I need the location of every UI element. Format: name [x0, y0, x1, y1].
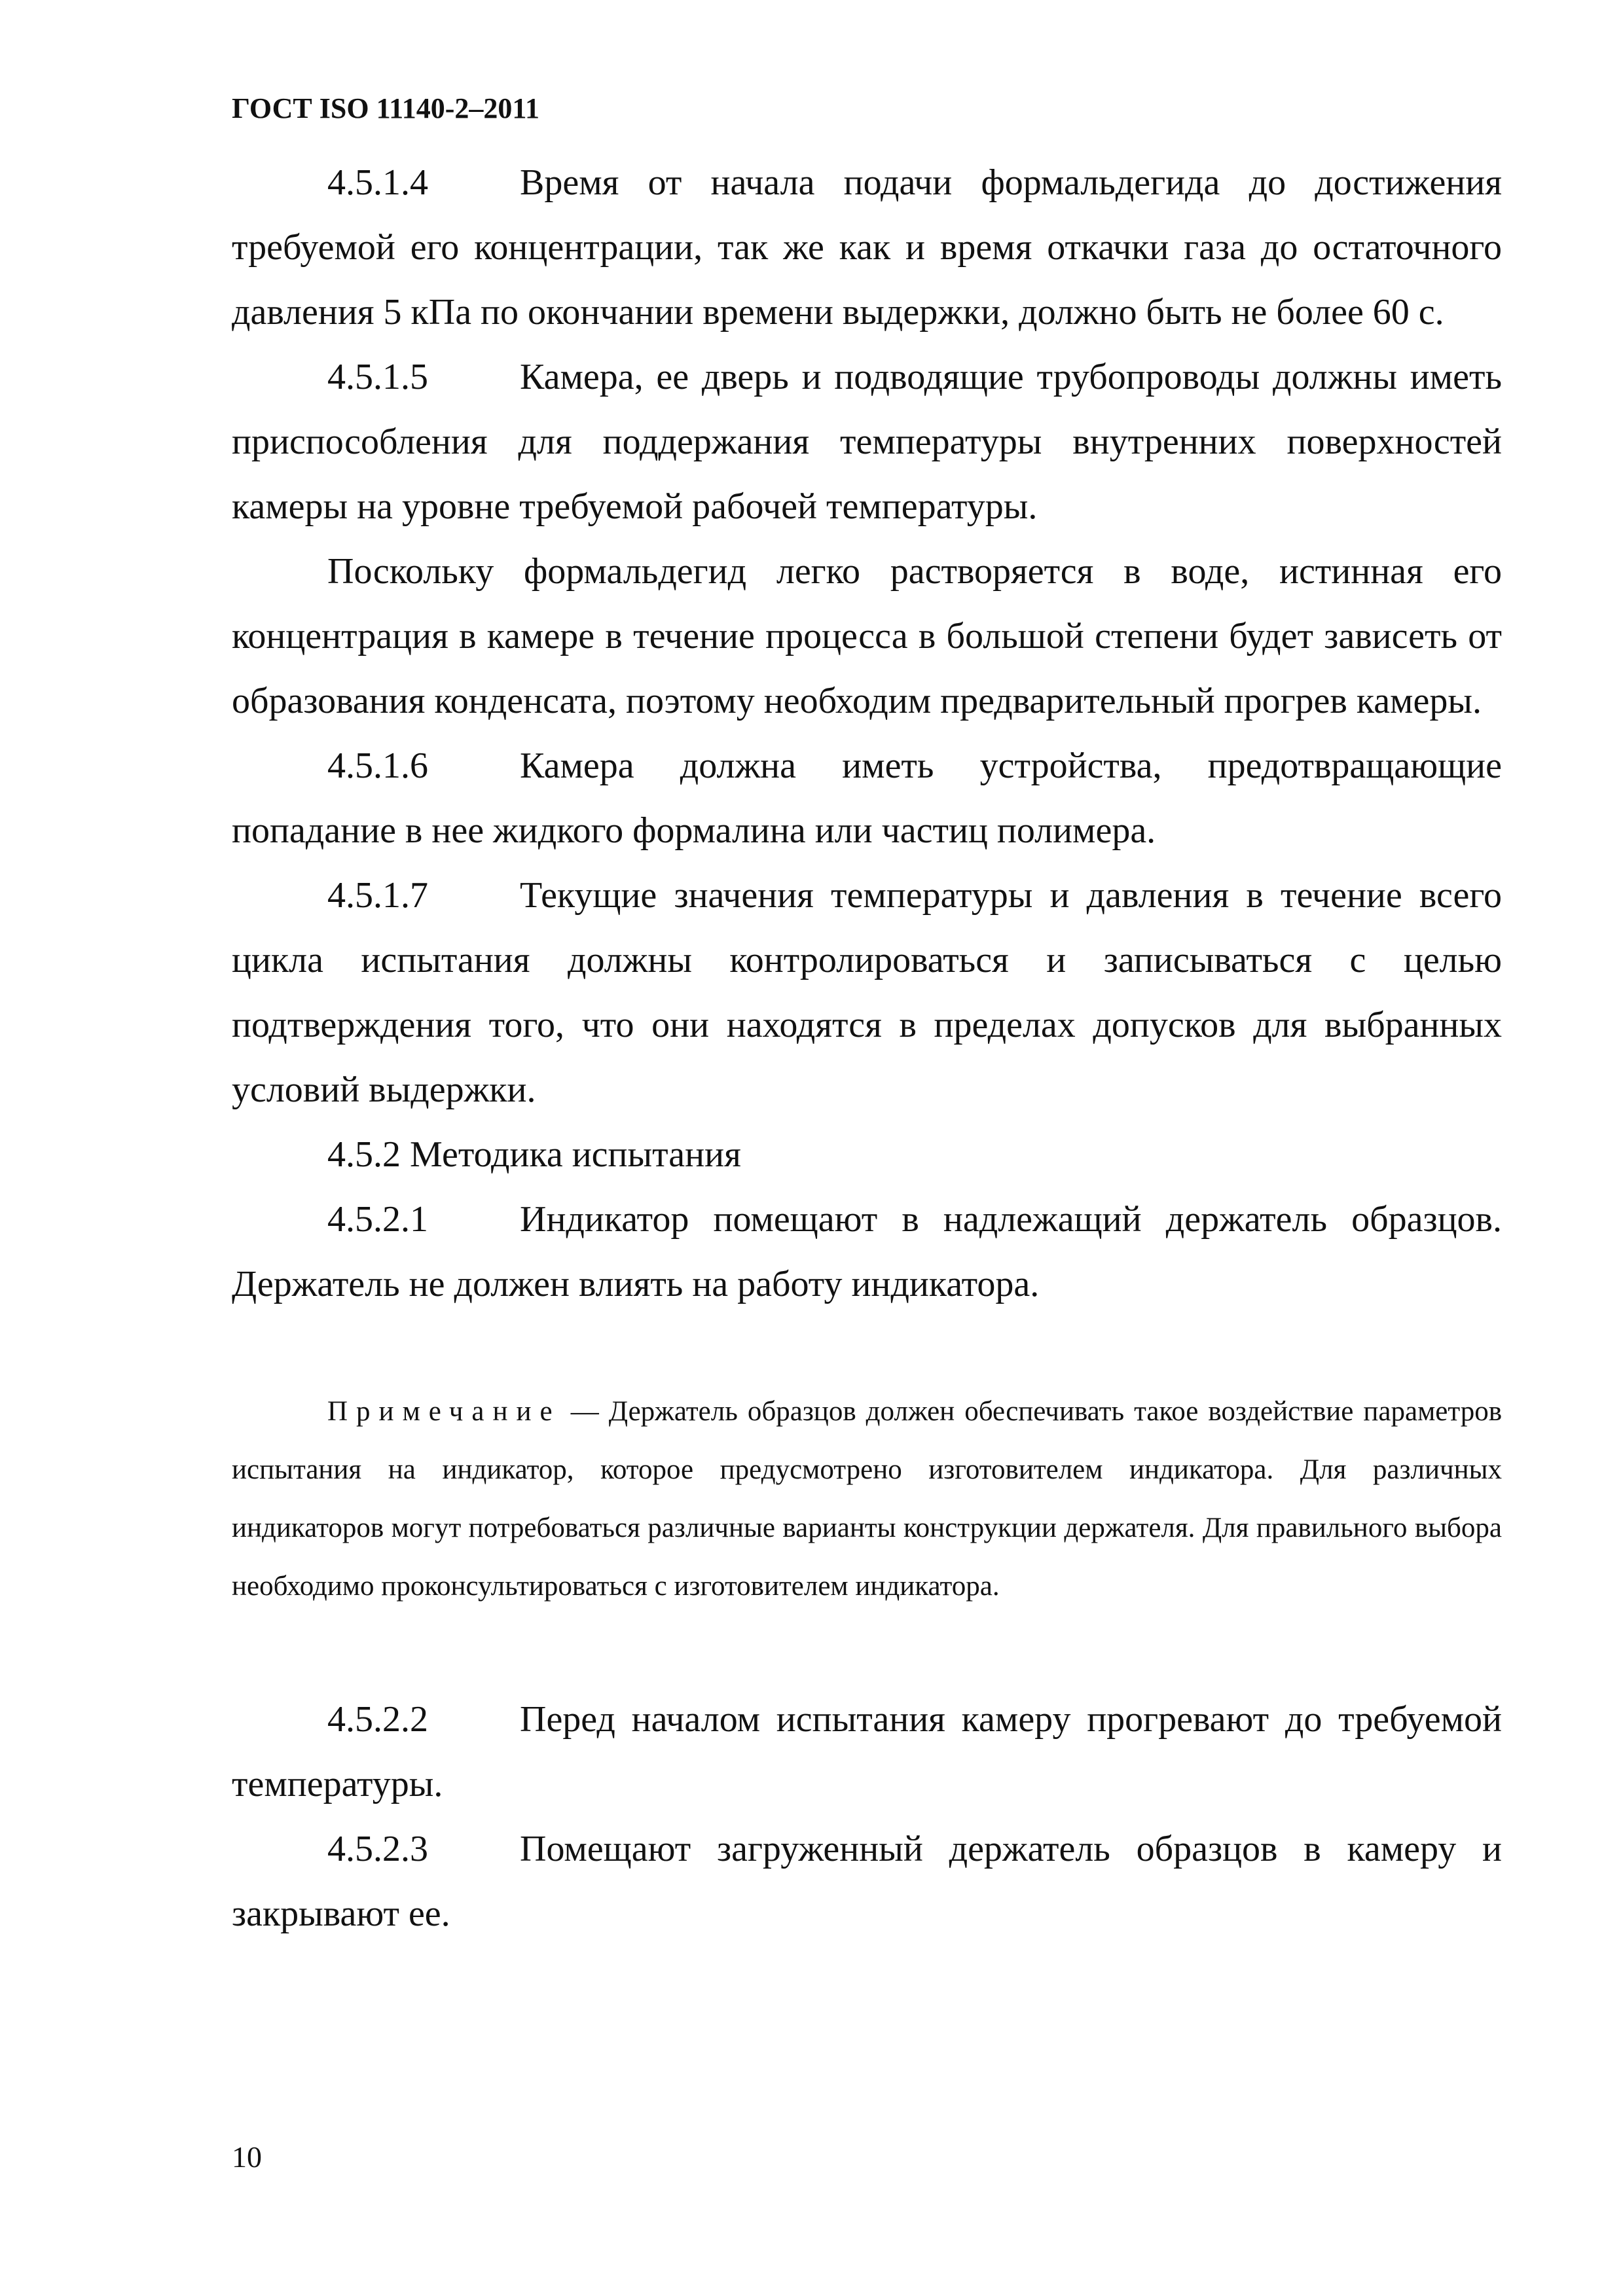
- paragraph-formaldehyde-note: [232, 539, 1502, 734]
- note-block: [232, 1382, 1502, 1615]
- document-body: [232, 151, 1502, 1946]
- paragraph-text: Текущие значения температуры и давления в течение всего цикла испытания должны контролироваться и записываться с целью подтверждения того, что они находятся в пределах допусков для выбранных условий выдержки.: [232, 875, 1502, 1110]
- paragraph-text: Помещают загруженный держатель образцов в камеру и закрывают ее.: [232, 1829, 1502, 1934]
- paragraph-4-5-1-5: [232, 345, 1502, 539]
- paragraph-4-5-2-2: [232, 1687, 1502, 1817]
- paragraph-text: Камера должна иметь устройства, предотвращающие попадание в нее жидкого формалина или частиц полимера.: [232, 745, 1502, 851]
- paragraph-4-5-1-7: [232, 863, 1502, 1122]
- paragraph-4-5-2-1: [232, 1187, 1502, 1317]
- clause-number: 4.5.1.4: [327, 162, 428, 203]
- paragraph-4-5-2-3: [232, 1817, 1502, 1946]
- clause-number: 4.5.1.7: [327, 875, 428, 916]
- paragraph-text: Время от начала подачи формальдегида до достижения требуемой его концентрации, так же как и время откачки газа до остаточного давления 5 кПа по окончании времени выдержки, должно быть не более 60 с.: [232, 162, 1502, 332]
- paragraph-4-5-1-6: [232, 734, 1502, 863]
- note-text: — Держатель образцов должен обеспечивать такое воздействие параметров испытания на индикатор, которое предусмотрено изготовителем индикатора. Для различных индикаторов могут потребоваться различные варианты конструкции держателя. Для правильного выбора необходимо проконсультироваться с изготовителем индикатора.: [232, 1396, 1503, 1602]
- clause-number: 4.5.1.6: [327, 745, 428, 786]
- paragraph-text: Поскольку формальдегид легко растворяется в воде, истинная его концентрация в камере в течение процесса в большой степени будет зависеть от образования конденсата, поэтому необходим предварительный прогрев камеры.: [232, 551, 1502, 721]
- section-heading-4-5-2: 4.5.2 Методика испытания: [327, 1134, 741, 1175]
- clause-number: 4.5.1.5: [327, 357, 428, 397]
- clause-number: 4.5.2.2: [327, 1699, 428, 1740]
- paragraph-text: Индикатор помещают в надлежащий держатель образцов. Держатель не должен влиять на работу индикатора.: [232, 1199, 1502, 1304]
- document-header: ГОСТ ISO 11140-2–2011: [232, 92, 539, 124]
- paragraph-text: Камера, ее дверь и подводящие трубопроводы должны иметь приспособления для поддержания температуры внутренних поверхностей камеры на уровне требуемой рабочей температуры.: [232, 357, 1502, 527]
- paragraph-text: Перед началом испытания камеру прогревают до требуемой температуры.: [232, 1699, 1502, 1804]
- clause-number: 4.5.2.1: [327, 1199, 428, 1240]
- note-label: Примечание: [327, 1396, 561, 1427]
- paragraph-4-5-1-4: [232, 151, 1502, 345]
- page-number: 10: [232, 2140, 262, 2174]
- clause-number: 4.5.2.3: [327, 1829, 428, 1869]
